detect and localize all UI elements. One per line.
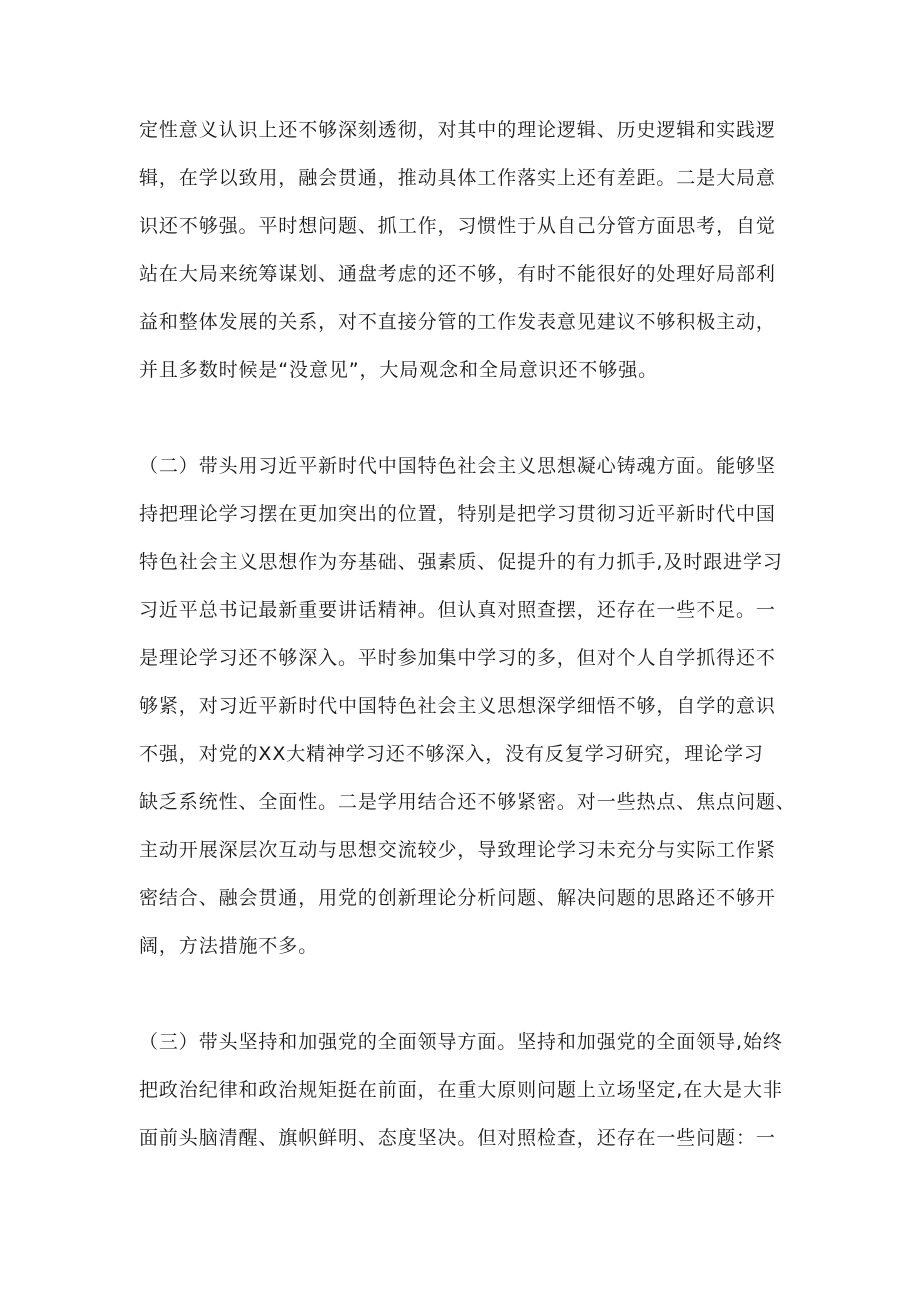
text-line: 定性意义认识上还不够深刻透彻，对其中的理论逻辑、历史逻辑和实践逻 [139, 119, 776, 141]
section-heading-line: （二）带头用习近平新时代中国特色社会主义思想凝心铸魂方面。能够坚 [139, 455, 776, 477]
text-line: 益和整体发展的关系，对不直接分管的工作发表意见建议不够积极主动， [139, 311, 776, 333]
text-line: 面前头脑清醒、旗帜鲜明、态度坚决。但对照检查，还存在一些问题：一 [139, 1127, 776, 1149]
text-line: 并且多数时候是“没意见”，大局观念和全局意识还不够强。 [139, 359, 658, 381]
section-heading-line: （三）带头坚持和加强党的全面领导方面。坚持和加强党的全面领导,始终 [139, 1031, 783, 1053]
text-line: 站在大局来统筹谋划、通盘考虑的还不够，有时不能很好的处理好局部利 [139, 263, 776, 285]
text-line: 主动开展深层次互动与思想交流较少，导致理论学习未充分与实际工作紧 [139, 839, 776, 861]
text-line: 密结合、融会贯通，用党的创新理论分析问题、解决问题的思路还不够开 [139, 887, 776, 909]
text-line: 阔，方法措施不多。 [139, 935, 319, 957]
text-line: 把政治纪律和政治规矩挺在前面，在重大原则问题上立场坚定,在大是大非 [139, 1079, 783, 1101]
text-line: 习近平总书记最新重要讲话精神。但认真对照查摆，还存在一些不足。一 [139, 599, 776, 621]
text-line: 缺乏系统性、全面性。二是学用结合还不够紧密。对一些热点、焦点问题、 [139, 791, 796, 813]
text-line: 识还不够强。平时想问题、抓工作，习惯性于从自己分管方面思考，自觉 [139, 215, 776, 237]
text-line: 是理论学习还不够深入。平时参加集中学习的多，但对个人自学抓得还不 [139, 647, 776, 669]
text-line: 持把理论学习摆在更加突出的位置，特别是把学习贯彻习近平新时代中国 [139, 503, 776, 525]
text-line: 够紧，对习近平新时代中国特色社会主义思想深学细悟不够，自学的意识 [139, 695, 776, 717]
text-line: 不强，对党的XX大精神学习还不够深入，没有反复学习研究，理论学习 [139, 743, 764, 765]
text-line: 特色社会主义思想作为夯基础、强素质、促提升的有力抓手,及时跟进学习 [139, 551, 783, 573]
text-line: 辑，在学以致用，融会贯通，推动具体工作落实上还有差距。二是大局意 [139, 167, 776, 189]
